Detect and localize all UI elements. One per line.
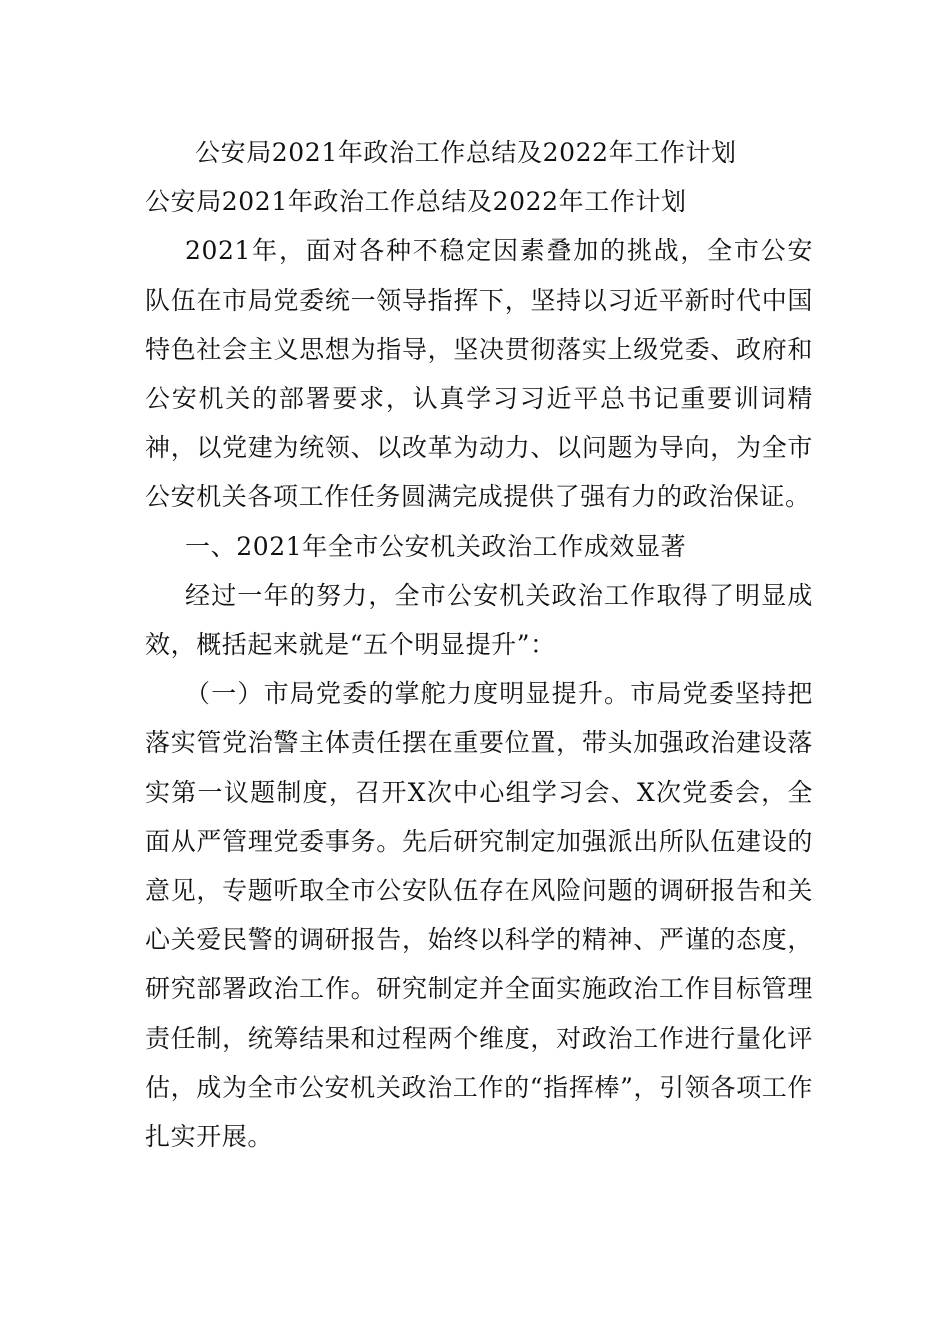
document-title: 公安局2021年政治工作总结及2022年工作计划 [195,138,737,167]
subsection-paragraph: （一）市局党委的掌舵力度明显提升。市局党委坚持把落实管党治警主体责任摆在重要位置，带头加强政治建设落实第一议题制度，召开X次中心组学习会、X次党委会，全面从严管理党委事务。先后研究制定加强派出所队伍建设的意见，专题听取全市公安队伍存在风险问题的调研报告和关心关爱民警的调研报告，始终以科学的精神、严谨的态度，研究部署政治工作。研究制定并全面实施政治工作目标管理责任制，统筹结果和过程两个维度，对政治工作进行量化评估，成为全市公安机关政治工作的“指挥棒”，引领各项工作扎实开展。 [145,679,813,1152]
summary-paragraph: 经过一年的努力，全市公安机关政治工作取得了明显成效，概括起来就是“五个明显提升”： [145,580,813,660]
intro-paragraph: 2021年，面对各种不稳定因素叠加的挑战，全市公安队伍在市局党委统一领导指挥下，坚持以习近平新时代中国特色社会主义思想为指导，坚决贯彻落实上级党委、政府和公安机关的部署要求，认真学习习近平总书记重要训词精神，以党建为统领、以改革为动力、以问题为导向，为全市公安机关各项工作任务圆满完成提供了强有力的政治保证。 [145,236,813,512]
section-heading: 一、2021年全市公安机关政治工作成效显著 [185,531,687,561]
document-subtitle: 公安局2021年政治工作总结及2022年工作计划 [145,187,687,217]
document-body [145,128,813,1161]
